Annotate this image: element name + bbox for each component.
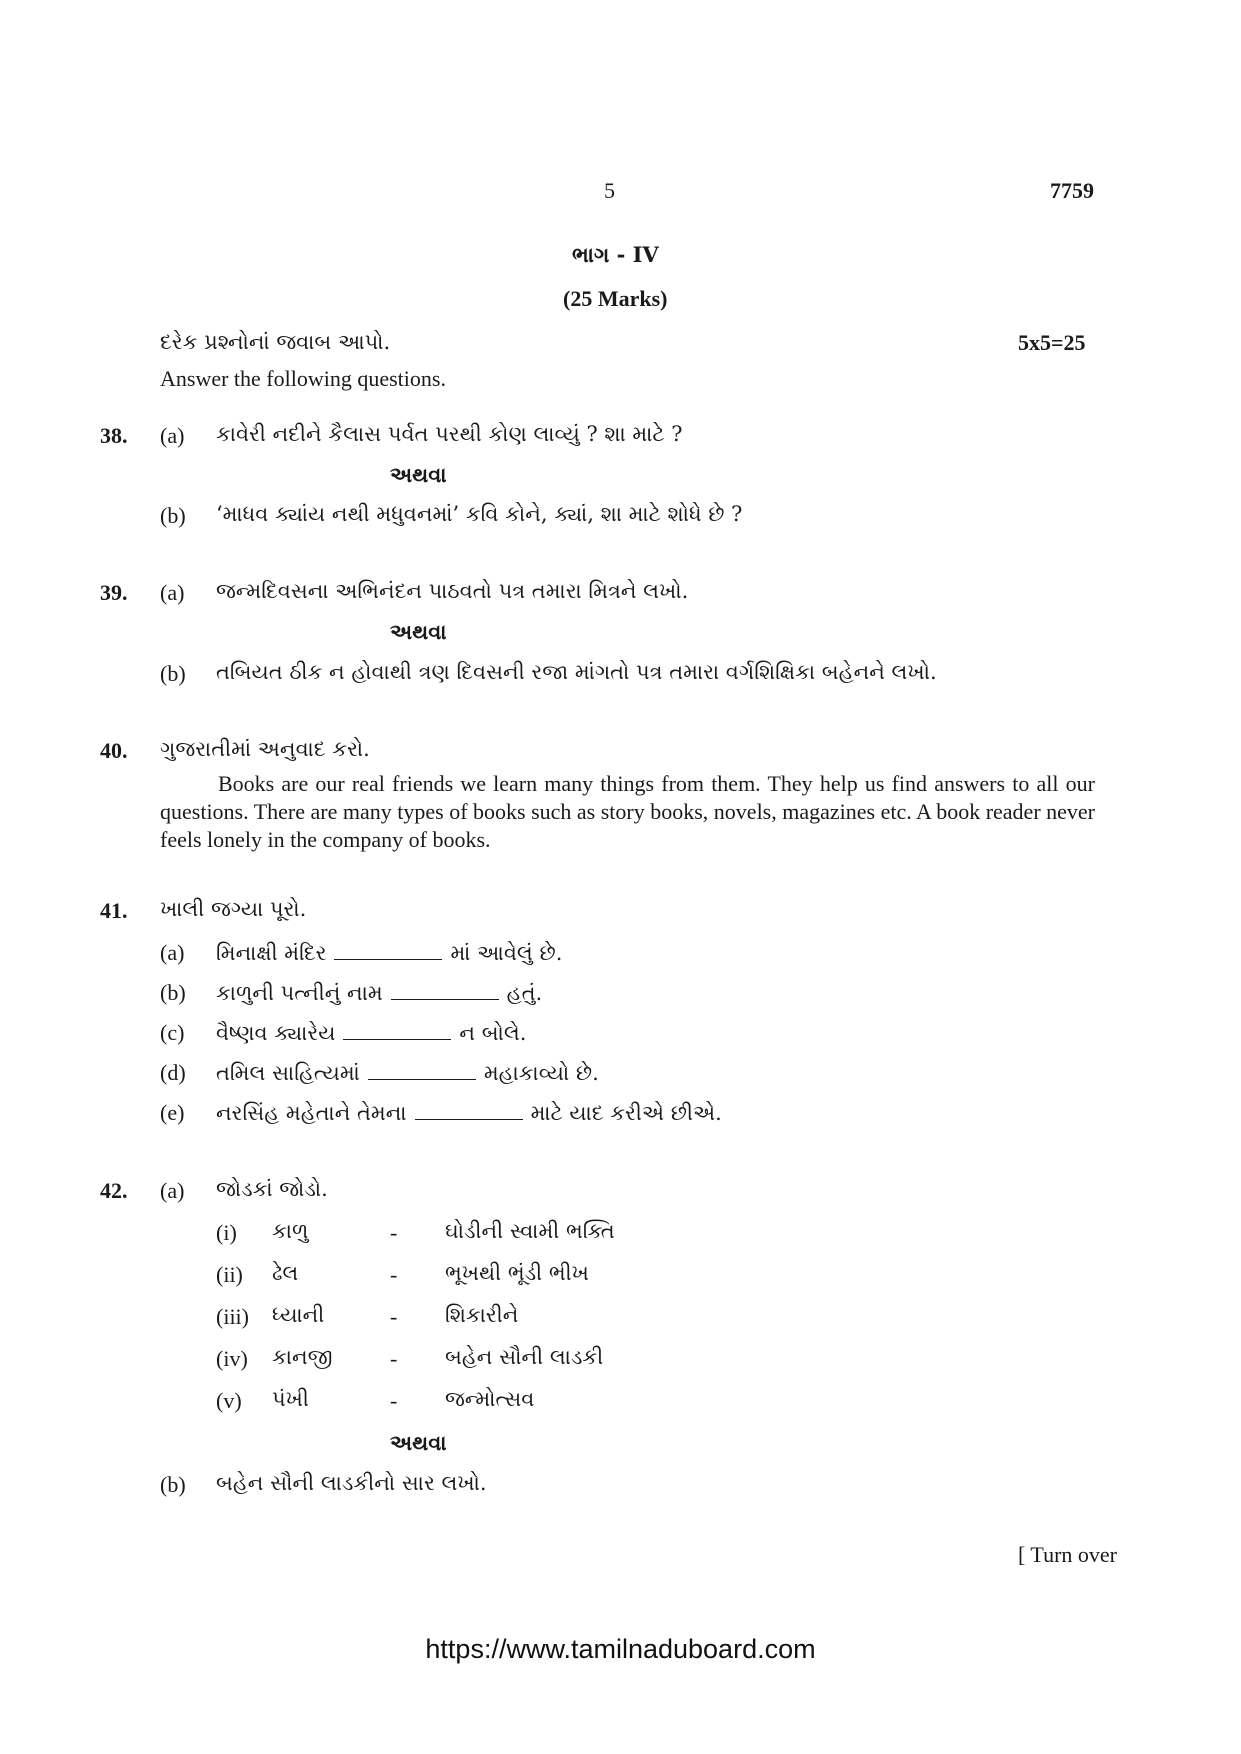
fill-blank-item	[160, 980, 542, 1006]
option-label: (b)	[160, 503, 186, 528]
fill-blank-item	[160, 940, 562, 966]
question-text: જન્મદિવસના અભિનંદન પાઠવતો પત્ર તમારા મિત્રને લખો.	[216, 579, 689, 603]
answer-blank	[334, 943, 442, 960]
question-text: બહેન સૌની લાડકીનો સાર લખો.	[216, 1471, 487, 1495]
pair-label: (ii)	[216, 1262, 243, 1287]
pair-left: ધ્યાની	[272, 1303, 325, 1327]
option-label: (a)	[160, 423, 185, 448]
pair-label: (v)	[216, 1388, 242, 1413]
option-label: (a)	[160, 1178, 185, 1203]
pair-right: શિકારીને	[445, 1303, 519, 1327]
question-number: 40.	[100, 738, 128, 763]
answer-blank	[343, 1023, 451, 1040]
option-label: (d)	[160, 1060, 186, 1085]
pair-right: જન્મોત્સવ	[445, 1387, 535, 1411]
instruction-gujarati: દરેક પ્રશ્નોનાં જવાબ આપો.	[160, 330, 391, 354]
pair-dash: -	[390, 1346, 398, 1371]
blank-text-before: નરસિંહ મહેતાને તેમના	[216, 1101, 407, 1125]
question-text: ગુજરાતીમાં અનુવાદ કરો.	[160, 737, 370, 761]
question-number: 38.	[100, 423, 128, 448]
pair-left: કાળુ	[272, 1219, 309, 1243]
pair-label: (iv)	[216, 1346, 248, 1371]
fill-blank-item	[160, 1020, 526, 1046]
answer-blank	[391, 983, 499, 1000]
pair-dash: -	[390, 1304, 398, 1329]
instruction-marks: 5x5=25	[1018, 330, 1086, 355]
fill-blank-item	[160, 1060, 599, 1086]
question-number: 42.	[100, 1178, 128, 1203]
blank-text-before: વૈષ્ણવ ક્યારેય	[216, 1021, 336, 1045]
page-number: 5	[604, 178, 615, 203]
or-separator: અથવા	[390, 462, 447, 487]
pair-left: કાનજી	[272, 1345, 333, 1369]
pair-right: ઘોડીની સ્વામી ભક્તિ	[445, 1219, 615, 1243]
question-text: ‘માધવ ક્યાંય નથી મધુવનમાં’ કવિ કોને, ક્યાં, શા માટે શોધે છે ?	[216, 502, 743, 526]
pair-label: (iii)	[216, 1304, 249, 1329]
question-text: તબિયત ઠીક ન હોવાથી ત્રણ દિવસની રજા માંગતો પત્ર તમારા વર્ગશિક્ષિકા બહેનને લખો.	[216, 660, 937, 684]
or-separator: અથવા	[390, 619, 447, 644]
pair-left: પંખી	[272, 1387, 309, 1411]
pair-right: ભૂખથી ભૂંડી ભીખ	[445, 1261, 589, 1285]
answer-blank	[368, 1063, 476, 1080]
blank-text-after: માટે યાદ કરીએ છીએ.	[530, 1101, 722, 1125]
blank-text-before: કાળુની પત્નીનું નામ	[216, 981, 383, 1005]
pair-left: ઢેલ	[272, 1261, 299, 1285]
pair-right: બહેન સૌની લાડકી	[445, 1345, 604, 1369]
source-url: https://www.tamilnaduboard.com	[425, 1634, 816, 1664]
turn-over-note: [ Turn over	[1018, 1542, 1118, 1567]
pair-dash: -	[390, 1220, 398, 1245]
fill-blank-item	[160, 1100, 722, 1126]
blank-text-before: તમિલ સાહિત્યમાં	[216, 1061, 360, 1085]
pair-dash: -	[390, 1388, 398, 1413]
option-label: (e)	[160, 1100, 185, 1125]
question-text: કાવેરી નદીને કૈલાસ પર્વત પરથી કોણ લાવ્યું ? શા માટે ?	[216, 422, 683, 446]
or-separator: અથવા	[390, 1430, 447, 1455]
section-title: ભાગ - IV	[572, 242, 659, 267]
blank-text-after: માં આવેલું છે.	[450, 941, 563, 965]
pair-dash: -	[390, 1262, 398, 1287]
question-text: જોડકાં જોડો.	[216, 1177, 328, 1201]
option-label: (b)	[160, 661, 186, 686]
blank-text-after: ન બોલે.	[459, 1021, 527, 1045]
answer-blank	[415, 1103, 523, 1120]
pair-label: (i)	[216, 1220, 237, 1245]
option-label: (b)	[160, 1472, 186, 1497]
blank-text-before: મિનાક્ષી મંદિર	[216, 941, 327, 965]
paper-code: 7759	[1050, 178, 1094, 203]
translation-passage: Books are our real friends we learn many things from them. They help us find answers to all our questions. There are many types of books such as story books, novels, magazines etc. A book reader never feels lonely in the company of books.	[160, 771, 1095, 852]
blank-text-after: મહાકાવ્યો છે.	[483, 1061, 599, 1085]
section-marks: (25 Marks)	[563, 286, 668, 311]
option-label: (a)	[160, 940, 185, 965]
option-label: (c)	[160, 1020, 185, 1045]
question-number: 41.	[100, 898, 128, 923]
blank-text-after: હતું.	[506, 981, 543, 1005]
instruction-english: Answer the following questions.	[160, 366, 446, 391]
question-text: ખાલી જગ્યા પૂરો.	[160, 897, 307, 921]
question-number: 39.	[100, 580, 128, 605]
option-label: (b)	[160, 980, 186, 1005]
option-label: (a)	[160, 580, 185, 605]
